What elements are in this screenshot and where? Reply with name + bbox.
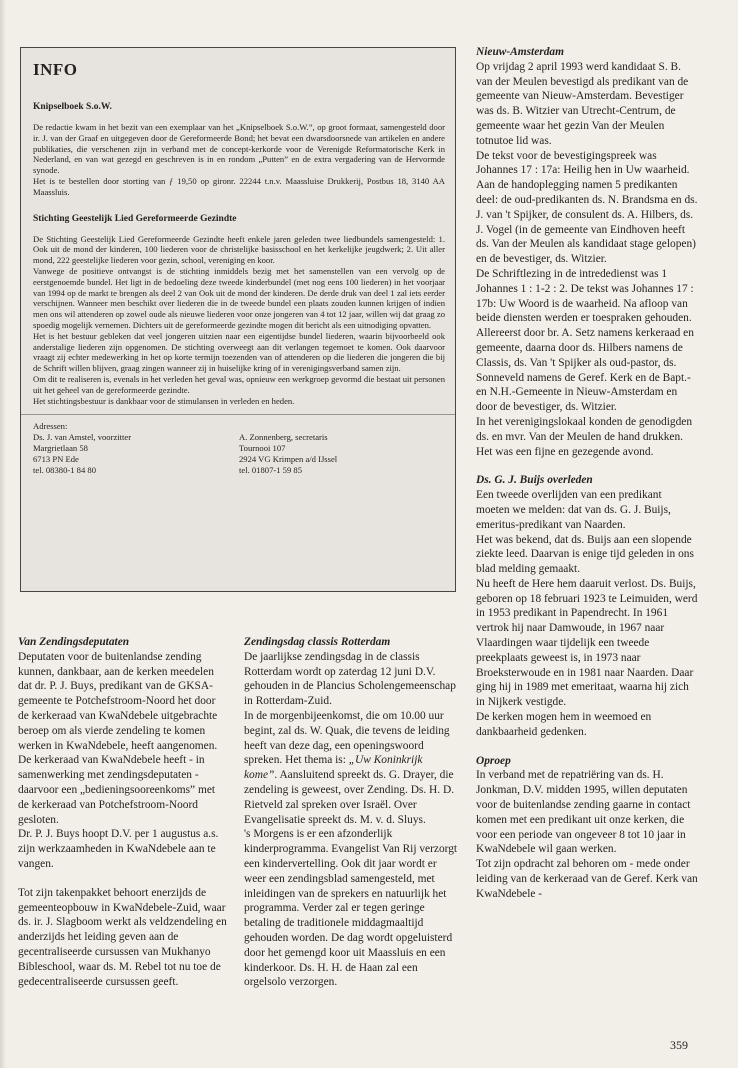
info-divider <box>21 414 456 415</box>
article-paragraph: De kerken mogen hem in weemoed en dankbaarheid gedenken. <box>476 711 652 738</box>
article-heading: Zendingsdag classis Rotterdam <box>244 636 391 648</box>
address-line: 2924 VG Krimpen a/d IJssel <box>239 453 338 464</box>
article-heading: Ds. G. J. Buijs overleden <box>476 474 593 487</box>
stichting-paragraph-2: Vanwege de positieve ontvangst is de stichting inmiddels bezig met het samenstellen van een vervolg op de eerstgenoemde bundel. Het ligt in de bedoeling deze tweede kinderbundel (met nog eens 100 liederen) in het voorjaar van 1994 op de markt te brengen als deel 2 van Ook uit de mond der kinderen. De derde druk van deel 1 zal iets eerder verschijnen. Wanneer men beschikt over liederen die in de tweede bundel een plaats zouden kunnen krijgen of indien men ons wil attenderen op zowel oude als nieuwe liederen voor onze jongeren van 4 tot 12 jaar, willen wij dat graag zo spoedig mogelijk vernemen. Dichters uit de gereformeerde gezindte mogen dit bericht als een uitnodiging opvatten. <box>33 265 445 330</box>
stichting-paragraph-4: Om dit te realiseren is, evenals in het verleden het geval was, opnieuw een werkgroep gevormd die bestaat uit personen uit het geheel van de gereformeerde gezindte. <box>33 373 445 395</box>
stichting-paragraph-3: Het is het bestuur gebleken dat veel jongeren uitzien naar een eigentijdse bundel liederen, waarin bijvoorbeeld ook anderstalige liederen zijn opgenomen. De stichting overweegt aan dit verlangen tegemoet te komen. Ook daarvoor vraagt zij echter medewerking in het op korte termijn toezenden van of attenderen op die liederen die jongeren die bij de Schrift willen blijven, graag zingen wanneer zij in huiselijke kring of in verenigingsverband samen zijn. <box>33 330 445 374</box>
knipselboek-paragraph: De redactie kwam in het bezit van een exemplaar van het „Knipselboek S.o.W.”, op groot formaat, samengesteld door ir. J. van der Graaf en uitgegeven door de Gereformeerde Bond; het bevat een dwarsdoorsnede van artikelen en andere publikaties, die verschenen zijn in verband met de concept-kerkorde voor de Verenigde Reformatorische Kerk in Nederland, en van wat gezegd en geschreven is in en rondom „Putten” en de extra vergadering van de Hervormde synode. <box>33 122 445 176</box>
article-heading: Oproep <box>476 754 511 767</box>
address-line: tel. 08380-1 84 80 <box>33 464 97 475</box>
stichting-heading: Stichting Geestelijk Lied Gereformeerde Gezindte <box>33 213 237 224</box>
address-voorzitter <box>33 432 239 475</box>
article-paragraph: Een tweede overlijden van een predikant moeten we melden: dat van ds. G. J. Buijs, emeritus-predikant van Naarden. <box>476 489 671 531</box>
article-zendingsdeputaten <box>18 635 228 989</box>
article-paragraph: In verband met de repatriëring van ds. H. Jonkman, D.V. midden 1995, willen deputaten voor de buitenlandse zending gaarne in contact komen met een predikant uit onze kerken, die voor een periode van ongeveer 8 tot 10 jaar in KwaNdebele wil gaan werken. <box>476 769 691 856</box>
address-line: tel. 01807-1 59 85 <box>239 464 303 475</box>
article-paragraph: De Schriftlezing in de intrededienst was 1 Johannes 1 : 1-2 : 2. De tekst was Johannes 17 : 17b: Uw Woord is de waarheid. Na afloop van beide diensten werden er toespraken gehouden. Allereerst door br. A. Setz namens kerkeraad en gemeente, daarna door ds. Hilbers namens de Classis, ds. Van 't Spijker als oud-pastor, ds. Sonneveld namens de Geref. Kerk en de Bapt.- en N.H.-Gemeente in Nieuw-Amsterdam en door de bevestiger, ds. Witzier. <box>476 267 694 414</box>
adressen-label: Adressen: <box>33 421 68 432</box>
article-paragraph: De jaarlijkse zendingsdag in de classis Rotterdam wordt op zaterdag 12 juni D.V. gehouden in de Plancius Scholengemeenschap in Rotterdam-Zuid. <box>244 650 456 708</box>
knipselboek-heading: Knipselboek S.o.W. <box>33 102 112 112</box>
article-paragraph: Tot zijn takenpakket behoort enerzijds de gemeenteopbouw in KwaNdebele-Zuid, waar ds. ir. J. Slagboom werkt als veldzendeling en anderzijds het leiding geven aan de gecentraliseerde cursussen van Mukhanyo Bibleschool, waar ds. M. Rebel tot nu toe de gedecentraliseerde cursussen geeft. <box>18 886 227 988</box>
article-paragraph: Tot zijn opdracht zal behoren om - mede onder leiding van de kerkeraad van de Geref. Kerk van KwaNdebele - <box>476 858 698 900</box>
theme-title: „Uw Koninkrijk kome” <box>244 754 423 782</box>
addresses <box>33 432 445 475</box>
article-paragraph: In het verenigingslokaal konden de genodigden ds. en mvr. Van der Meulen de hand drukken. Het was een fijne en gezegende avond. <box>476 415 693 458</box>
article-paragraph: De tekst voor de bevestigingspreek was Johannes 17 : 17a: Heilig hen in Uw waarheid. Aan de handoplegging namen 5 predikanten deel: de oud-predikanten ds. N. Brandsma en ds. J. van 't Spijker, de consulent ds. A. Hilbers, ds. J. Vogel (in de gemeente van Eindhoven heeft ds. Van der Meulen als kandidaat stage gelopen) en de bevestiger, ds. Witzier. <box>476 149 698 266</box>
address-line: Ds. J. van Amstel, voorzitter <box>33 432 132 443</box>
article-zendingsdag <box>244 635 458 990</box>
address-line: 6713 PN Ede <box>33 453 79 464</box>
text-run: . Aansluitend spreekt ds. G. Drayer, die zendeling is geweest, over Zending. Ds. H. D. Rietveld zal spreken over Israël. Over Evangelisatie spreekt ds. M. v. d. Sluys. <box>244 769 455 826</box>
article-paragraph: De kerkeraad van KwaNdebele heeft - in samenwerking met zendingsdeputaten - daarvoor een „bedieningsooreenkoms” met de kerkeraad van Potchefstroom-Noord gesloten. <box>18 754 216 826</box>
info-title: INFO <box>33 60 78 79</box>
article-paragraph: Het was bekend, dat ds. Buijs aan een slopende ziekte leed. Daarvan is enige tijd geleden in ons blad melding gemaakt. <box>476 533 694 576</box>
address-line: A. Zonnenberg, secretaris <box>239 432 328 443</box>
page-number: 359 <box>670 1038 688 1052</box>
stichting-paragraph-1: De Stichting Geestelijk Lied Gereformeerde Gezindte heeft enkele jaren geleden twee liedbundels samengesteld: 1. Ook uit de mond der kinderen, 100 liederen voor de christelijke basisschool en het kerkelijke jeugdwerk; 2. Uit aller mond, 222 geestelijke liederen voor gezin, school, vereniging en koor. <box>33 233 445 266</box>
knipselboek-order: Het is te bestellen door storting van ƒ 19,50 op gironr. 22244 t.n.v. Maassluise Drukkerij, Postbus 18, 3140 AA Maassluis. <box>33 175 445 197</box>
page-gutter-shadow <box>0 0 6 1068</box>
article-paragraph <box>244 709 458 827</box>
stichting-paragraph-5: Het stichtingsbestuur is dankbaar voor de stimulansen in verleden en heden. <box>33 395 295 406</box>
address-line: Tournooi 107 <box>239 442 286 453</box>
text-run: In de morgenbijeenkomst, die om 10.00 uur begint, zal ds. W. Quak, die tevens de leiding heeft van deze dag, een openingswoord spreken. Het thema is: <box>244 709 450 767</box>
address-secretaris <box>239 432 445 475</box>
article-paragraph: Dr. P. J. Buys hoopt D.V. per 1 augustus a.s. zijn werkzaamheden in KwaNdebele aan te vangen. <box>18 828 219 870</box>
article-paragraph: 's Morgens is er een afzonderlijk kinderprogramma. Evangelist Van Rij verzorgt een kindervertelling. Ook dit jaar wordt er weer een zendingsblad samengesteld, met inleidingen van de sprekers en natuurlijk het programma. Verder zal er tegen geringe betaling de traditionele middagmaaltijd gehouden worden. De dag wordt opgeluisterd door het gemengd koor uit Maassluis en een kinderkoor. Ds. H. H. de Haan zal een orgelsolo verzorgen. <box>244 828 458 989</box>
right-column <box>476 45 698 902</box>
article-paragraph: Op vrijdag 2 april 1993 werd kandidaat S. B. van der Meulen bevestigd als predikant van de gemeente van Nieuw-Amsterdam. Bevestiger was ds. B. Witzier van Utrecht-Centrum, de gemeente waar het gezin Van der Meulen totnutoe lid was. <box>476 60 689 147</box>
article-paragraph: Deputaten voor de buitenlandse zending kunnen, dankbaar, aan de kerken meedelen dat dr. P. J. Buys, predikant van de GKSA-gemeente te Potchefstroom-Noord het door de kerkeraad van KwaNdebele uitgebrachte beroep om als vierde zendeling te komen werken in KwaNdebele, heeft aangenomen. <box>18 650 218 752</box>
info-box <box>20 47 456 592</box>
article-heading: Nieuw-Amsterdam <box>476 46 564 58</box>
article-heading: Van Zendingsdeputaten <box>18 636 130 648</box>
address-line: Margrietlaan 58 <box>33 442 88 453</box>
article-paragraph: Nu heeft de Here hem daaruit verlost. Ds. Buijs, geboren op 18 februari 1923 te Leimuiden, werd in 1953 predikant in Papendrecht. In 1961 vertrok hij naar Damwoude, in 1967 naar Vlaardingen waar tijdelijk een tweede preekplaats geweest is, in 1973 naar Broeksterwoude en in 1981 naar Naarden. Daar ging hij in 1989 met emeritaat, waarna hij zich in Nijkerk vestigde. <box>476 577 698 709</box>
